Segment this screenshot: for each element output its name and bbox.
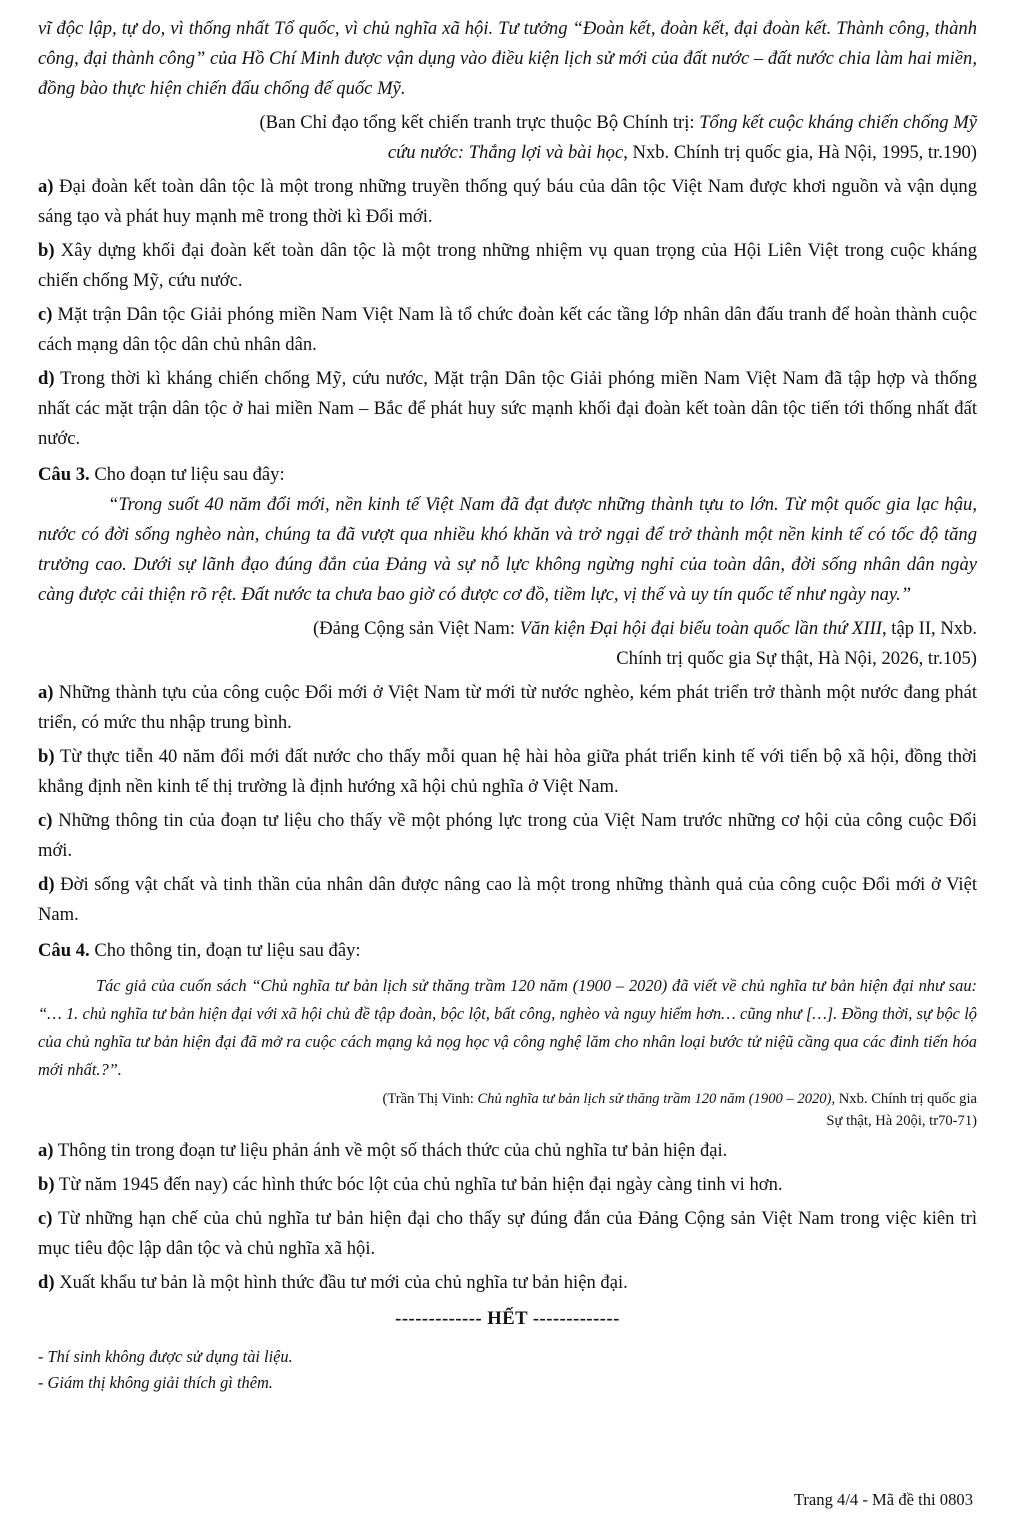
q2-option-a	[38, 172, 977, 232]
q3-option-c	[38, 806, 977, 866]
note-no-explanation: - Giám thị không giải thích gì thêm.	[38, 1373, 273, 1392]
citation-1-plain: (Ban Chỉ đạo tổng kết chiến tranh trực thuộc Bộ Chính trị:	[259, 112, 700, 133]
question-4-heading	[38, 936, 977, 966]
option-text: Xuất khẩu tư bản là một hình thức đầu tư mới của chủ nghĩa tư bản hiện đại.	[54, 1272, 628, 1293]
option-label: c)	[38, 810, 53, 831]
citation-4	[38, 1088, 977, 1132]
end-marker: ------------- HẾT -------------	[395, 1308, 620, 1329]
option-text: Đại đoàn kết toàn dân tộc là một trong những truyền thống quý báu của dân tộc Việt Nam được khơi nguồn và vận dụng sáng tạo và phát huy mạnh mẽ trong thời kì Đổi mới.	[38, 176, 977, 227]
q2-option-d	[38, 364, 977, 454]
question-3-options	[38, 678, 977, 930]
citation-4-publisher: Sự thật, Hà 20ội, tr70-71)	[826, 1113, 977, 1129]
q4-option-b	[38, 1170, 977, 1200]
option-text: Từ thực tiễn 40 năm đổi mới đất nước cho thấy mỗi quan hệ hài hòa giữa phát triển kinh tế với tiến bộ xã hội, đồng thời khẳng định nền kinh tế thị trường là định hướng xã hội chủ nghĩa ở Việt Nam.	[38, 746, 977, 797]
citation-3-publisher: Chính trị quốc gia Sự thật, Hà Nội, 2026, tr.105)	[616, 648, 977, 669]
option-text: Mặt trận Dân tộc Giải phóng miền Nam Việt Nam là tổ chức đoàn kết các tầng lớp nhân dân đấu tranh để hoàn thành cuộc cách mạng dân tộc dân chủ nhân dân.	[38, 304, 977, 355]
citation-4-plain: (Trần Thị Vinh:	[382, 1091, 478, 1107]
option-label: c)	[38, 1208, 53, 1229]
q3-option-b	[38, 742, 977, 802]
option-label: d)	[38, 368, 55, 389]
citation-4-plain-2: , Nxb. Chính trị quốc gia	[831, 1091, 977, 1107]
question-4-quote: Tác giả của cuốn sách “Chủ nghĩa tư bản lịch sử thăng trầm 120 năm (1900 – 2020) đã viết về chủ nghĩa tư bản hiện đại như sau: “… 1. chủ nghĩa tư bản hiện đại với xã hội chủ đề tập đoàn, bộc lột, bất công, nghèo và nguy hiểm hơn… cũng như […]. Đồng thời, sự bộc lộ của chủ nghĩa tư bản hiện đại đã mở ra cuộc cách mạng kả nọg học vậ công nghệ lăm cho nhân loại bước tử niệũ cầng qua các đinh tiến hóa mới nhất.?”.	[38, 976, 977, 1079]
question-3-heading	[38, 460, 977, 490]
option-label: b)	[38, 746, 55, 767]
q3-option-a	[38, 678, 977, 738]
option-text: Những thông tin của đoạn tư liệu cho thấy về một phóng lực trong của Việt Nam trước những cơ hội của công cuộc Đổi mới.	[38, 810, 977, 861]
citation-3-title: Văn kiện Đại hội đại biểu toàn quốc lần thứ XIII	[519, 618, 882, 639]
q4-option-a	[38, 1136, 977, 1166]
option-label: d)	[38, 1272, 55, 1293]
q2-option-c	[38, 300, 977, 360]
question-3-label: Câu 3.	[38, 464, 90, 485]
exam-notes	[38, 1344, 977, 1396]
question-3-quote: “Trong suốt 40 năm đổi mới, nền kinh tế Việt Nam đã đạt được những thành tựu to lớn. Từ một quốc gia lạc hậu, nước có đời sống nghèo nàn, chúng ta đã vượt qua nhiều khó khăn và trở ngại để trở thành một nền kinh tế có tốc độ tăng trưởng cao. Dưới sự lãnh đạo đúng đắn của Đảng và sự nỗ lực không ngừng nghỉ của toàn dân, đời sống nhân dân ngày càng được cải thiện rõ rệt. Đất nước ta chưa bao giờ có được cơ đồ, tiềm lực, vị thế và uy tín quốc tế như ngày nay.”	[38, 494, 977, 605]
option-text: Từ những hạn chế của chủ nghĩa tư bản hiện đại cho thấy sự đúng đắn của Đảng Cộng sản Việt Nam trong việc kiên trì mục tiêu độc lập dân tộc và chủ nghĩa xã hội.	[38, 1208, 977, 1259]
citation-1	[38, 108, 977, 168]
option-text: Đời sống vật chất và tinh thần của nhân dân được nâng cao là một trong những thành quả của công cuộc Đổi mới ở Việt Nam.	[38, 874, 977, 925]
intro-quote-ending: vĩ độc lập, tự do, vì thống nhất Tổ quốc, vì chủ nghĩa xã hội. Tư tưởng “Đoàn kết, đoàn kết, đại đoàn kết. Thành công, thành công, đại thành công” của Hồ Chí Minh được vận dụng vào điều kiện lịch sử mới của đất nước – đất nước chia làm hai miền, đồng bào thực hiện chiến đấu chống đế quốc Mỹ.	[38, 18, 977, 99]
page-footer: Trang 4/4 - Mã đề thi 0803	[793, 1490, 973, 1509]
option-label: d)	[38, 874, 55, 895]
citation-3	[38, 614, 977, 674]
q4-option-d	[38, 1268, 977, 1298]
option-label: a)	[38, 1140, 54, 1161]
option-label: c)	[38, 304, 53, 325]
citation-3-plain: (Đảng Cộng sản Việt Nam:	[313, 618, 520, 639]
option-text: Từ năm 1945 đến nay) các hình thức bóc lột của chủ nghĩa tư bản hiện đại ngày càng tinh vi hơn.	[54, 1174, 783, 1195]
option-label: a)	[38, 682, 54, 703]
citation-1-title: Tổng kết cuộc kháng chiến chống Mỹ	[699, 112, 977, 133]
option-label: a)	[38, 176, 54, 197]
option-text: Xây dựng khối đại đoàn kết toàn dân tộc là một trong những nhiệm vụ quan trọng của Hội Liên Việt trong cuộc kháng chiến chống Mỹ, cứu nước.	[38, 240, 977, 291]
option-text: Thông tin trong đoạn tư liệu phản ánh về một số thách thức của chủ nghĩa tư bản hiện đại.	[53, 1140, 728, 1161]
q3-option-d	[38, 870, 977, 930]
question-3-prompt: Cho đoạn tư liệu sau đây:	[89, 464, 285, 485]
question-2-options	[38, 172, 977, 454]
citation-3-plain-2: , tập II, Nxb.	[881, 618, 977, 639]
citation-4-title: Chủ nghĩa tư bản lịch sử thăng trầm 120 năm (1900 – 2020)	[477, 1091, 832, 1107]
option-text: Trong thời kì kháng chiến chống Mỹ, cứu nước, Mặt trận Dân tộc Giải phóng miền Nam Việt Nam đã tập hợp và thống nhất các mặt trận dân tộc ở hai miền Nam – Bắc để phát huy sức mạnh khối đại đoàn kết toàn dân tộc tiến tới thống nhất đất nước.	[38, 368, 977, 449]
question-4-prompt: Cho thông tin, đoạn tư liệu sau đây:	[89, 940, 361, 961]
option-label: b)	[38, 240, 55, 261]
note-no-materials: - Thí sinh không được sử dụng tài liệu.	[38, 1347, 293, 1366]
q4-option-c	[38, 1204, 977, 1264]
citation-1-title-cont: cứu nước: Thắng lợi và bài học	[387, 142, 624, 163]
citation-1-publisher: , Nxb. Chính trị quốc gia, Hà Nội, 1995, tr.190)	[623, 142, 977, 163]
question-4-options	[38, 1136, 977, 1298]
question-4-label: Câu 4.	[38, 940, 90, 961]
option-label: b)	[38, 1174, 55, 1195]
option-text: Những thành tựu của công cuộc Đổi mới ở Việt Nam từ mới từ nước nghèo, kém phát triển trở thành một nước đang phát triển, có mức thu nhập trung bình.	[38, 682, 977, 733]
q2-option-b	[38, 236, 977, 296]
